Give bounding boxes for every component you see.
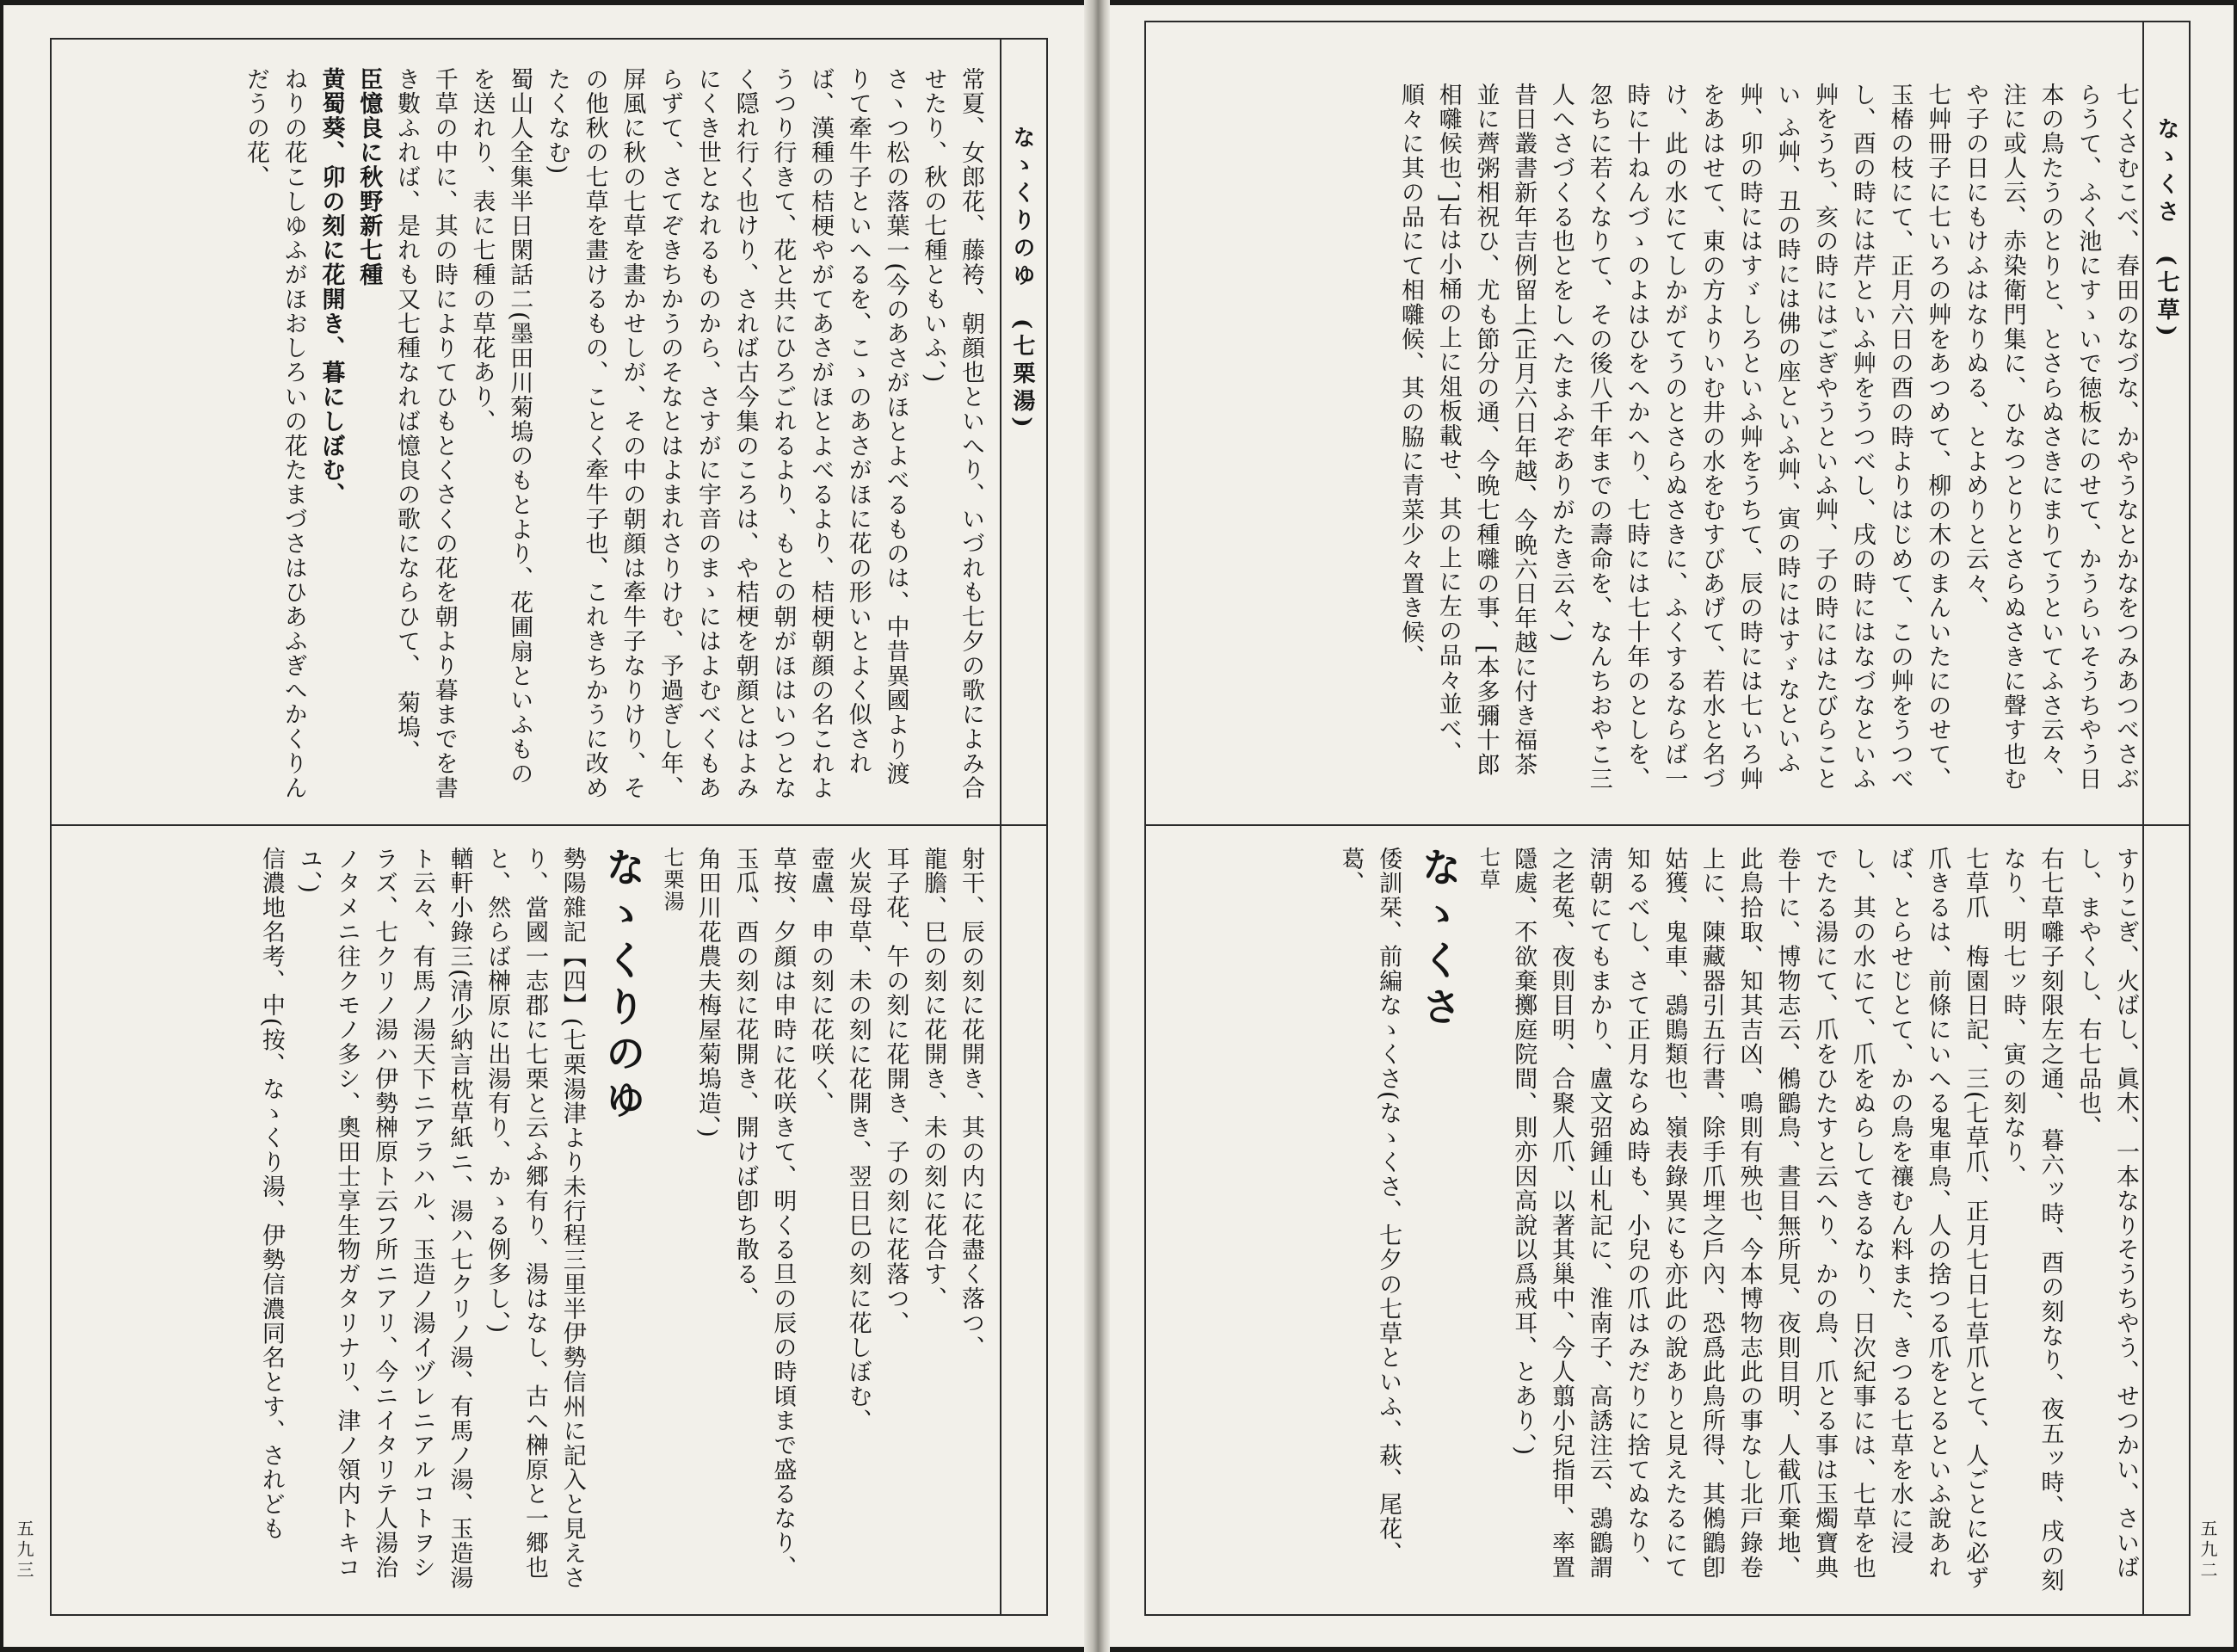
left-lower-line: 火炭母草、未の刻に花開き、翌日巳の刻に花しぼむ、	[844, 847, 872, 1433]
left-running-header: なゝくりのゆ (七栗湯)	[1009, 126, 1035, 433]
left-upper-paragraph: 千草の中に、其の時によりてひもとくさくの花を朝より暮までを書き數ふれば、是れも又七種なれば憶良の歌にならひて、 菊塢、	[392, 67, 458, 800]
book-spine	[1084, 0, 1110, 1652]
left-entry-body: 信濃地名考、中(按、なゝくり湯、伊勢信濃同名とす、されども	[257, 847, 285, 1542]
left-lower-line: 角田川花農夫梅屋菊塢造、)	[693, 847, 721, 1139]
right-horizontal-rule	[1144, 824, 2189, 826]
left-upper-paragraph: 黄蜀葵、卯の刻に花開き、暮にしぼむ、	[317, 67, 345, 508]
right-page-number: 五九二	[2197, 1519, 2218, 1581]
left-entry-body: 輶軒小錄三(清少納言枕草紙ニ、湯ハ七クリノ湯、有馬ノ湯、玉造湯ト云々、有馬ノ湯天下ニアラハル、玉造ノ湯イヅレニアルコトヲシラズ、七クリノ湯ハ伊勢榊原ト云フ所ニアリ、今ニイタリテ人湯治ノタメニ往クモノ多シ、奧田士享生物ガタリナリ、津ノ領内トキコユ、)	[295, 847, 473, 1590]
left-lower-line: 龍膽、巳の刻に花開き、未の刻に花合す、	[920, 847, 947, 1311]
left-upper-paragraph: ねりの花こしゆふがほおしろいの花たまづさはひあふぎへかくりんだうの花、	[243, 67, 307, 800]
left-upper-paragraph: 臣憶良に秋野新七種	[355, 67, 383, 287]
left-lower-line: 射干、辰の刻に花開き、其の内に花盡く落つ、	[958, 847, 984, 1360]
left-lower-text	[77, 847, 989, 1604]
entry-subtitle-nanakuri: 七栗湯	[660, 847, 685, 913]
right-upper-text	[1163, 83, 2144, 800]
left-upper-paragraph: 蜀山人全集半日閑話二(墨田川菊塢のもとより、花圃扇といふものを送れり、表に七種の草花あり、	[468, 67, 533, 786]
right-lower-line: すりこぎ、火ばし、眞木、一本なりそうちやう、せつかい、さいばし、まやくし、右七品也、	[2074, 847, 2139, 1580]
right-lower-line: 七草爪 梅園日記、三(七草爪、正月七日七草爪とて、人ごとに必ず爪きるは、前條にいへる鬼車鳥、人の捨つる爪をとるといふ說あれば、とらせじとて、かの鳥を禳むん料また、きつる七草を水に浸し、其の水にて、爪をぬらしてきるなり、日次紀事には、七草を也でたる湯にて、爪をひたすと云へり、かの鳥、爪とる事は玉燭寶典卷十に、博物志云、鵂鶹鳥、晝目無所見、夜則目明、人截爪棄地、此鳥拾取、知其吉凶、鳴則有殃也、今本博物志此の事なし北戸錄卷上に、陳藏器引五行書、除手爪埋之戶內、恐爲此鳥所得、其鵂鶹卽姑獲、鬼車、鵋鵙類也、嶺表錄異にも亦此の說ありと見えたるにて知るべし、さて正月ならぬ時も、小兒の爪はみだりに捨てぬなり、淸朝にてもまかり、盧文弨鍾山札記に、淮南子、高誘注云、鵋鶹謂之老菟、夜則目明、合聚人爪、以著其巢中、今人翦小兒指甲、率置隱處、不欲棄擲庭院間、則亦因高說以爲戒耳、とあり、)	[1510, 847, 1989, 1590]
left-entry-body: 勢陽雜記【四】(七栗湯津より未行程三里半伊勢信州に記入と見えさり、當國一志郡に七栗と云ふ郷有り、湯はなし、古へ榊原と一郷也と、然らば榊原に出湯有り、かゝる例多し、)	[484, 847, 586, 1590]
left-lower-line: 耳子花、午の刻に花開き、子の刻に花落つ、	[882, 847, 909, 1335]
left-page-number: 五九三	[14, 1519, 34, 1581]
left-horizontal-rule	[50, 824, 1046, 826]
left-lower-line: 壺盧、申の刻に花咲く、	[807, 847, 835, 1116]
entry-subtitle-nanakusa: 七草	[1476, 847, 1501, 891]
left-page	[3, 5, 1084, 1647]
right-lower-text	[1163, 847, 2144, 1604]
right-entry-body: 倭訓栞、前編なゝくさ(なゝくさ、七夕の七草といふ、萩、尾花、葛、	[1337, 847, 1402, 1566]
entry-title-nanakuri: なゝくりのゆ	[600, 847, 647, 1125]
right-lower-line: 右七草囃子刻限左之通、 暮六ッ時、酉の刻なり、夜五ッ時、戌の刻なり、明七ッ時、寅の刻なり、	[1999, 847, 2064, 1593]
right-running-header: なゝくさ (七草)	[2154, 117, 2179, 342]
left-upper-paragraph: 常夏、女郎花、藤袴、朝顔也といへり、いづれも七夕の歌によみ合せたり、秋の七種ともいふ、)	[920, 67, 984, 800]
right-upper-paragraph: 昔日叢書新年吉例留上(正月六日年越、今晩六日年越に付き福茶並に薺粥相祝ひ、尤も節分の通、今晩七種囃の事、[本多彌十郎相囃候也、]右は小桶の上に俎板載せ、其の上に左の品々並べ、順々に其の品にて相囃候、其の脇に青菜少々置き候、	[1397, 83, 1538, 778]
left-lower-line: 玉瓜、酉の刻に花開き、開けば卽ち散る、	[731, 847, 759, 1311]
left-header-rule	[1000, 38, 1001, 1614]
left-upper-text	[77, 67, 989, 800]
left-lower-line: 草按、夕顔は申時に花咲きて、明くる旦の辰の時頃まで盛るなり、	[769, 847, 797, 1580]
left-upper-paragraph: さヽつ松の落葉一(今のあさがほとよべるものは、中昔異國より渡りて牽牛子といへるを、こゝのあさがほに花の形いとよく似されば、漢種の桔梗やがてあさがほとよべるより、桔梗朝顔の名これようつり行きて、花と共にひろごれるより、もとの朝がほはいつとなく隠れ行く也けり、されば古今集のころは、や桔梗を朝顔とはよみにくき世となれるものから、さすがに宇音のまゝにはよむべくもあらずて、さてぞきちかうのそなとはよまれさりけむ、予過ぎし年、屏風に秋の七草を畫かせしが、その中の朝顔は牽牛子なりけり、その他秋の七草を畫けるもの、ことく牽牛子也、これきちかうに改めたくなむ)	[543, 67, 909, 800]
right-upper-paragraph: 七艸冊子に七いろの艸をあつめて、柳の木のまんいたにのせて、玉椿の枝にて、正月六日の酉の時よりはじめて、この艸をうつべし、酉の時には芹といふ艸をうつべし、戌の時にはなづなといふ艸をうち、亥の時にはごぎやうといふ艸、子の時にはたびらことい ふ艸、丑の時には佛の座といふ艸、寅の時にはすゞなといふ艸、卯の時にはすゞしろといふ艸をうちて、辰の時には七いろ艸をあはせて、東の方よりいむ井の水をむすびあげて、若水と名づけ、此の水にてしかがてうのとさらぬさきに、ふくするならば一時に十ねんづゝのよはひをへかへり、七時には七十年のとしを、忽ちに若くなりて、その後八千年までの壽命を、なんちおやこ三人へさづくる也とをしへたまふぞありがたき云々、)	[1547, 83, 1951, 792]
right-upper-paragraph: 七くさむこべ、春田のなづな、かやうなとかなをつみあつべさぶらうて、ふく池にすゝいで徳板にのせて、かうらいそうちやう日本の鳥たうのとりと、とさらぬさきにまりてうといてふさ云々、注に或人云、赤染衛門集に、ひなつとりとさらぬさきに聲す也むや子の日にもけふはなりぬる、とよめりと云々、	[1962, 83, 2139, 792]
entry-title-nanakusa: なゝくさ	[1415, 847, 1463, 1032]
right-page	[1110, 5, 2234, 1647]
